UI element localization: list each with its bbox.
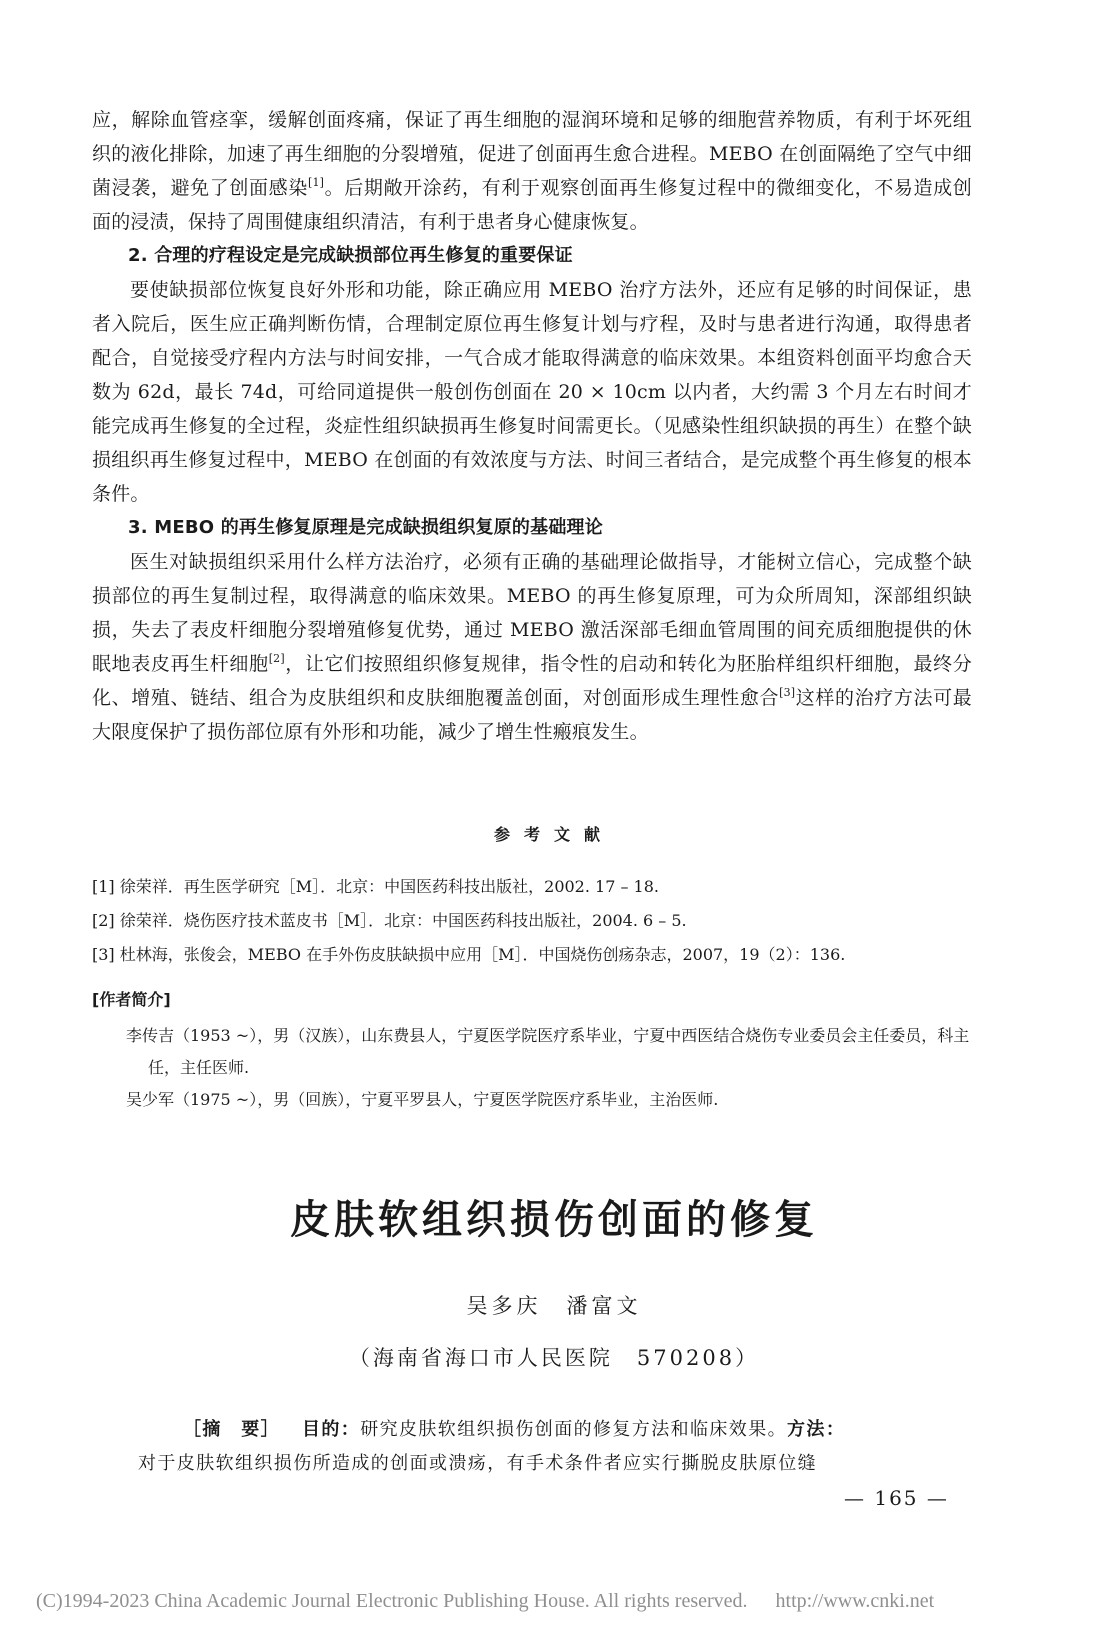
author-intro-heading: [作者简介] xyxy=(92,990,171,1009)
citation: [1] xyxy=(307,175,325,189)
body-paragraph-2: 要使缺损部位恢复良好外形和功能，除正确应用 MEBO 治疗方法外，还应有足够的时间保证，患者入院后，医生应正确判断伤情，合理制定原位再生修复计划与疗程，及时与患者进行沟通，取得患者配合，自觉接受疗程内方法与时间安排，一气合成才能取得满意的临床效果。本组资料创面平均愈合天数为 62d，最长 74d，可给同道提供一般创伤创面在 20 × 10cm 以内者，大约需 3 个月左右时间才能完成再生修复的全过程，炎症性组织缺损再生修复时间需更长。（见感染性组织缺损的再生）在整个缺损组织再生修复过程中，MEBO 在创面的有效浓度与方法、时间三者结合，是完成整个再生修复的根本条件。 xyxy=(92,279,972,505)
abstract-label: ［摘 要］ xyxy=(183,1419,280,1440)
body-paragraph-1 xyxy=(92,103,972,239)
next-article-affiliation: （海南省海口市人民医院 570208） xyxy=(348,1346,760,1370)
reference-item: [3] 杜林海，张俊会，MEBO 在手外伤皮肤缺损中应用［M］．中国烧伤创疡杂志，2007，19（2）：136. xyxy=(92,945,846,964)
reference-item: [2] 徐荣祥．烧伤医疗技术蓝皮书［M］．北京：中国医药科技出版社，2004. 6 – 5. xyxy=(92,911,687,930)
author-bio: 李传吉（1953 ~），男（汉族），山东费县人，宁夏医学院医疗系毕业，宁夏中西医结合烧伤专业委员会主任委员，科主任，主任医师. xyxy=(126,1026,970,1077)
abstract xyxy=(138,1413,928,1481)
abstract-line-1 xyxy=(138,1413,928,1447)
section-heading-3: 3. MEBO 的再生修复原理是完成缺损组织复原的基础理论 xyxy=(128,517,603,538)
paragraph-text: ，让它们按照组织修复规律，指令性的启动和转化为胚胎样组织杆细胞，最终分化、增殖、链结、组合为皮肤组织和皮肤细胞覆盖创面，对创面形成生理性愈合 xyxy=(92,653,972,709)
citation: [2] xyxy=(268,651,285,665)
author-bios xyxy=(126,1020,972,1116)
paragraph-text: 这样的治疗方法可最大限度保护了损伤部位原有外形和功能，减少了增生性瘢痕发生。 xyxy=(92,687,972,743)
next-article-title: 皮肤软组织损伤创面的修复 xyxy=(290,1197,818,1243)
copyright-text: (C)1994-2023 China Academic Journal Electronic Publishing House. All rights reserved. xyxy=(36,1590,748,1612)
abstract-method-label: 方法： xyxy=(787,1419,846,1440)
paragraph-text: 医生对缺损组织采用什么样方法治疗，必须有正确的基础理论做指导，才能树立信心，完成整个缺损部位的再生复制过程，取得满意的临床效果。MEBO 的再生修复原理，可为众所周知，深部组织缺损，失去了表皮杆细胞分裂增殖修复优势，通过 MEBO 激活深部毛细血管周围的间充质细胞提供的休眠地表皮再生杆细胞 xyxy=(92,551,972,675)
body-paragraph-3 xyxy=(92,545,972,749)
references-title: 参考文献 xyxy=(493,825,614,844)
reference-item: [1] 徐荣祥．再生医学研究［M］．北京：中国医药科技出版社，2002. 17 – 18. xyxy=(92,877,660,896)
page-number: — 165 — xyxy=(844,1486,949,1510)
abstract-line-2: 对于皮肤软组织损伤所造成的创面或溃疡，有手术条件者应实行撕脱皮肤原位缝 xyxy=(138,1453,817,1474)
main-body xyxy=(92,103,972,749)
section-heading-2: 2. 合理的疗程设定是完成缺损部位再生修复的重要保证 xyxy=(128,245,573,266)
references-list xyxy=(92,870,972,972)
footer-copyright xyxy=(36,1590,1076,1613)
paragraph-text: 。后期敞开涂药，有利于观察创面再生修复过程中的微细变化，不易造成创面的浸渍，保持了周围健康组织清洁，有利于患者身心健康恢复。 xyxy=(92,177,972,233)
author-bio: 吴少军（1975 ~），男（回族），宁夏平罗县人，宁夏医学院医疗系毕业，主治医师. xyxy=(126,1090,719,1109)
citation: [3] xyxy=(779,685,796,699)
cnki-url[interactable]: http://www.cnki.net xyxy=(775,1590,935,1612)
abstract-purpose-label: 目的： xyxy=(302,1419,361,1440)
paragraph-text: 应，解除血管痉挛，缓解创面疼痛，保证了再生细胞的湿润环境和足够的细胞营养物质，有利于坏死组织的液化排除，加速了再生细胞的分裂增殖，促进了创面再生愈合进程。MEBO 在创面隔绝了空气中细菌浸袭，避免了创面感染 xyxy=(92,109,972,199)
abstract-purpose: 研究皮肤软组织损伤创面的修复方法和临床效果。 xyxy=(360,1419,788,1440)
next-article-authors: 吴多庆 潘富文 xyxy=(466,1294,642,1318)
